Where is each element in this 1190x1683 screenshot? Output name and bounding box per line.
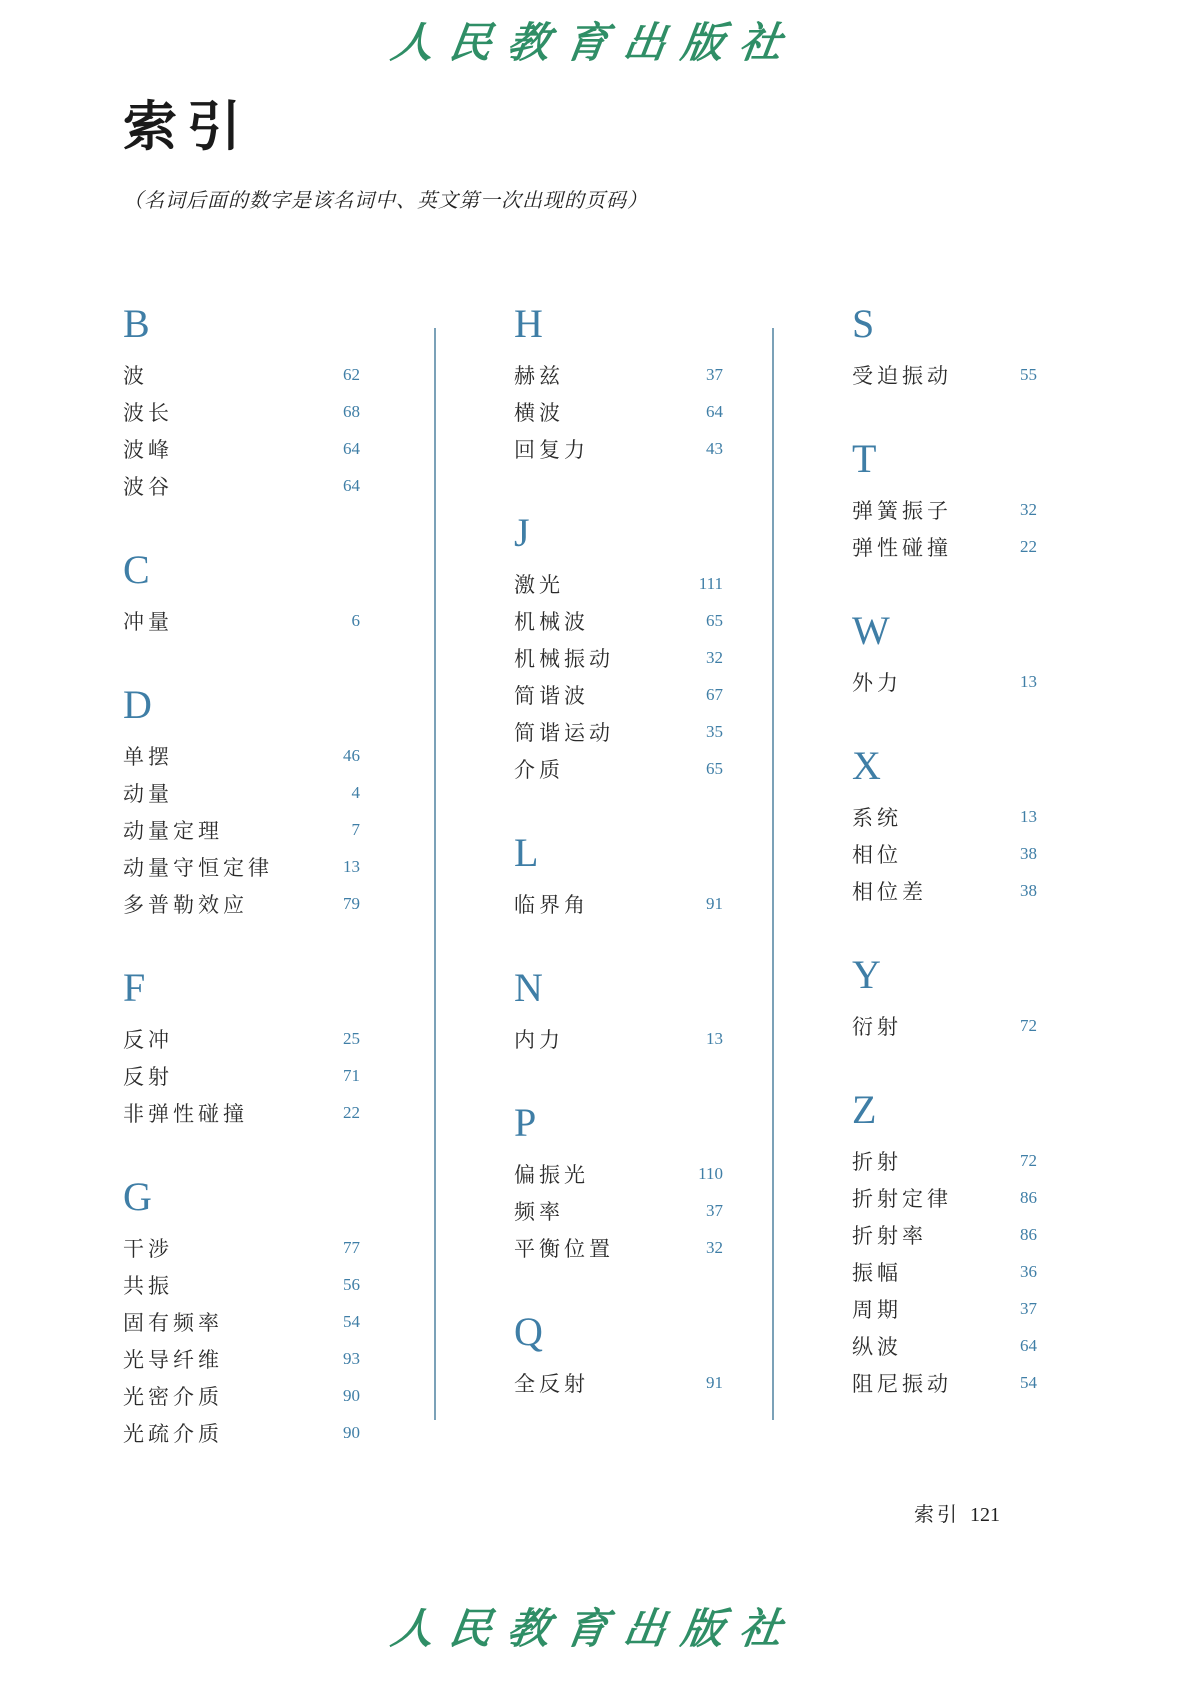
index-entry bbox=[852, 491, 1037, 528]
entry-page-number: 91 bbox=[706, 893, 723, 913]
index-entry bbox=[852, 528, 1037, 565]
entry-term: 干涉 bbox=[123, 1236, 173, 1261]
letter-heading: N bbox=[514, 965, 543, 1010]
index-entry bbox=[852, 1253, 1037, 1290]
entry-term: 非弹性碰撞 bbox=[123, 1101, 248, 1126]
entry-term: 全反射 bbox=[514, 1371, 589, 1396]
entry-term: 纵波 bbox=[852, 1334, 902, 1359]
index-entry bbox=[123, 467, 360, 504]
index-entry bbox=[514, 602, 723, 639]
column-divider-2 bbox=[772, 328, 774, 1420]
index-entry bbox=[123, 1377, 360, 1414]
entry-page-number: 7 bbox=[351, 819, 360, 839]
page-header bbox=[123, 96, 1103, 213]
index-grid bbox=[123, 300, 1103, 1451]
entry-term: 动量定理 bbox=[123, 818, 223, 843]
index-entry bbox=[123, 885, 360, 922]
letter-heading: G bbox=[123, 1174, 152, 1219]
letter-group bbox=[852, 300, 1103, 393]
entry-term: 相位 bbox=[852, 842, 902, 867]
index-entry bbox=[123, 1414, 360, 1451]
index-column-3 bbox=[812, 300, 1103, 1401]
index-entry bbox=[852, 798, 1037, 835]
letter-heading: Z bbox=[852, 1087, 877, 1132]
entry-term: 光导纤维 bbox=[123, 1347, 223, 1372]
publisher-logo-top: 人民教育出版社 bbox=[388, 21, 801, 67]
entry-page-number: 22 bbox=[1020, 536, 1037, 556]
entry-page-number: 32 bbox=[706, 1237, 723, 1257]
index-entry bbox=[123, 1229, 360, 1266]
entry-term: 弹簧振子 bbox=[852, 498, 952, 523]
entry-list bbox=[123, 356, 474, 504]
page-subtitle: （名词后面的数字是该名词中、英文第一次出现的页码） bbox=[123, 190, 648, 213]
index-entry bbox=[123, 848, 360, 885]
entry-term: 系统 bbox=[852, 805, 902, 830]
entry-term: 共振 bbox=[123, 1273, 173, 1298]
index-entry bbox=[852, 872, 1037, 909]
entry-term: 动量守恒定律 bbox=[123, 855, 273, 880]
entry-page-number: 79 bbox=[343, 893, 360, 913]
entry-list bbox=[123, 1020, 474, 1131]
entry-term: 波长 bbox=[123, 400, 173, 425]
entry-page-number: 43 bbox=[706, 438, 723, 458]
letter-group bbox=[514, 509, 812, 787]
entry-term: 介质 bbox=[514, 757, 564, 782]
letter-heading: Y bbox=[852, 952, 881, 997]
index-entry bbox=[852, 1364, 1037, 1401]
index-entry bbox=[123, 356, 360, 393]
entry-term: 弹性碰撞 bbox=[852, 535, 952, 560]
letter-heading: T bbox=[852, 436, 877, 481]
page-title: 索引 bbox=[123, 97, 251, 157]
entry-list bbox=[514, 1020, 812, 1057]
index-entry bbox=[123, 393, 360, 430]
entry-term: 固有频率 bbox=[123, 1310, 223, 1335]
entry-page-number: 13 bbox=[1020, 671, 1037, 691]
index-entry bbox=[852, 356, 1037, 393]
entry-term: 冲量 bbox=[123, 609, 173, 634]
entry-list bbox=[852, 798, 1103, 909]
entry-page-number: 110 bbox=[698, 1163, 723, 1183]
entry-term: 光疏介质 bbox=[123, 1421, 223, 1446]
index-entry bbox=[852, 835, 1037, 872]
entry-term: 折射 bbox=[852, 1149, 902, 1174]
index-entry bbox=[514, 750, 723, 787]
letter-heading: S bbox=[852, 301, 875, 346]
entry-page-number: 13 bbox=[706, 1028, 723, 1048]
entry-page-number: 37 bbox=[706, 1200, 723, 1220]
entry-page-number: 54 bbox=[343, 1311, 360, 1331]
entry-term: 相位差 bbox=[852, 879, 927, 904]
entry-page-number: 38 bbox=[1020, 843, 1037, 863]
entry-term: 波峰 bbox=[123, 437, 173, 462]
entry-term: 机械振动 bbox=[514, 646, 614, 671]
index-entry bbox=[123, 1266, 360, 1303]
entry-list bbox=[123, 737, 474, 922]
entry-term: 横波 bbox=[514, 400, 564, 425]
entry-page-number: 32 bbox=[706, 647, 723, 667]
entry-term: 反冲 bbox=[123, 1027, 173, 1052]
entry-page-number: 64 bbox=[343, 438, 360, 458]
index-entry bbox=[514, 393, 723, 430]
index-entry bbox=[514, 565, 723, 602]
letter-group bbox=[514, 1308, 812, 1401]
entry-page-number: 25 bbox=[343, 1028, 360, 1048]
entry-term: 受迫振动 bbox=[852, 363, 952, 388]
letter-heading: W bbox=[852, 608, 890, 653]
entry-term: 动量 bbox=[123, 781, 173, 806]
entry-term: 周期 bbox=[852, 1297, 902, 1322]
entry-page-number: 72 bbox=[1020, 1150, 1037, 1170]
index-entry bbox=[852, 1007, 1037, 1044]
letter-heading: H bbox=[514, 301, 543, 346]
entry-page-number: 55 bbox=[1020, 364, 1037, 384]
entry-term: 振幅 bbox=[852, 1260, 902, 1285]
entry-page-number: 72 bbox=[1020, 1015, 1037, 1035]
letter-group bbox=[852, 435, 1103, 565]
entry-page-number: 64 bbox=[1020, 1335, 1037, 1355]
index-entry bbox=[852, 663, 1037, 700]
entry-list bbox=[514, 356, 812, 467]
entry-term: 波 bbox=[123, 363, 148, 388]
letter-heading: L bbox=[514, 830, 539, 875]
letter-group bbox=[123, 546, 474, 639]
entry-term: 光密介质 bbox=[123, 1384, 223, 1409]
entry-page-number: 93 bbox=[343, 1348, 360, 1368]
letter-heading: X bbox=[852, 743, 881, 788]
entry-term: 机械波 bbox=[514, 609, 589, 634]
entry-page-number: 65 bbox=[706, 758, 723, 778]
letter-group bbox=[514, 300, 812, 467]
entry-term: 多普勒效应 bbox=[123, 892, 248, 917]
index-entry bbox=[852, 1327, 1037, 1364]
footer-page-number: 121 bbox=[970, 1504, 1000, 1526]
entry-page-number: 111 bbox=[698, 573, 723, 593]
entry-page-number: 38 bbox=[1020, 880, 1037, 900]
entry-page-number: 90 bbox=[343, 1422, 360, 1442]
index-entry bbox=[514, 356, 723, 393]
letter-heading: J bbox=[514, 510, 530, 555]
entry-list bbox=[123, 602, 474, 639]
entry-term: 反射 bbox=[123, 1064, 173, 1089]
entry-term: 单摆 bbox=[123, 744, 173, 769]
entry-term: 激光 bbox=[514, 572, 564, 597]
entry-list bbox=[514, 1155, 812, 1266]
index-entry bbox=[514, 885, 723, 922]
index-entry bbox=[123, 1340, 360, 1377]
entry-term: 波谷 bbox=[123, 474, 173, 499]
footer-label: 索引 bbox=[914, 1504, 960, 1526]
entry-page-number: 71 bbox=[343, 1065, 360, 1085]
letter-heading: C bbox=[123, 547, 150, 592]
letter-group bbox=[852, 1086, 1103, 1401]
letter-heading: D bbox=[123, 682, 152, 727]
entry-page-number: 35 bbox=[706, 721, 723, 741]
letter-group bbox=[123, 1173, 474, 1451]
entry-list bbox=[852, 1142, 1103, 1401]
index-entry bbox=[852, 1179, 1037, 1216]
entry-term: 阻尼振动 bbox=[852, 1371, 952, 1396]
entry-term: 赫兹 bbox=[514, 363, 564, 388]
entry-term: 频率 bbox=[514, 1199, 564, 1224]
index-entry bbox=[123, 602, 360, 639]
entry-term: 内力 bbox=[514, 1027, 564, 1052]
entry-page-number: 91 bbox=[706, 1372, 723, 1392]
index-entry bbox=[123, 1020, 360, 1057]
entry-page-number: 54 bbox=[1020, 1372, 1037, 1392]
letter-heading: Q bbox=[514, 1309, 543, 1354]
letter-group bbox=[123, 681, 474, 922]
entry-page-number: 86 bbox=[1020, 1187, 1037, 1207]
entry-page-number: 32 bbox=[1020, 499, 1037, 519]
index-entry bbox=[123, 737, 360, 774]
entry-term: 简谐运动 bbox=[514, 720, 614, 745]
entry-term: 临界角 bbox=[514, 892, 589, 917]
entry-page-number: 64 bbox=[343, 475, 360, 495]
index-column-1 bbox=[123, 300, 474, 1451]
letter-group bbox=[514, 829, 812, 922]
index-entry bbox=[123, 774, 360, 811]
index-entry bbox=[123, 811, 360, 848]
index-entry bbox=[514, 1020, 723, 1057]
entry-list bbox=[852, 491, 1103, 565]
index-entry bbox=[514, 713, 723, 750]
letter-group bbox=[514, 1099, 812, 1266]
entry-page-number: 56 bbox=[343, 1274, 360, 1294]
index-entry bbox=[514, 1364, 723, 1401]
entry-page-number: 4 bbox=[351, 782, 360, 802]
index-entry bbox=[514, 676, 723, 713]
entry-list bbox=[123, 1229, 474, 1451]
entry-page-number: 22 bbox=[343, 1102, 360, 1122]
entry-page-number: 65 bbox=[706, 610, 723, 630]
index-entry bbox=[852, 1290, 1037, 1327]
entry-page-number: 37 bbox=[1020, 1298, 1037, 1318]
index-entry bbox=[514, 1229, 723, 1266]
index-entry bbox=[514, 430, 723, 467]
entry-term: 简谐波 bbox=[514, 683, 589, 708]
entry-term: 外力 bbox=[852, 670, 902, 695]
entry-term: 回复力 bbox=[514, 437, 589, 462]
entry-page-number: 68 bbox=[343, 401, 360, 421]
entry-term: 平衡位置 bbox=[514, 1236, 614, 1261]
entry-list bbox=[852, 356, 1103, 393]
index-entry bbox=[514, 639, 723, 676]
index-entry bbox=[514, 1192, 723, 1229]
entry-term: 衍射 bbox=[852, 1014, 902, 1039]
index-entry bbox=[123, 1057, 360, 1094]
index-column-2 bbox=[474, 300, 812, 1401]
index-entry bbox=[123, 1094, 360, 1131]
index-entry bbox=[123, 1303, 360, 1340]
letter-group bbox=[514, 964, 812, 1057]
letter-group bbox=[123, 964, 474, 1131]
letter-group bbox=[852, 742, 1103, 909]
entry-page-number: 64 bbox=[706, 401, 723, 421]
entry-list bbox=[852, 1007, 1103, 1044]
entry-page-number: 86 bbox=[1020, 1224, 1037, 1244]
letter-heading: P bbox=[514, 1100, 537, 1145]
entry-page-number: 13 bbox=[1020, 806, 1037, 826]
index-entry bbox=[852, 1142, 1037, 1179]
entry-list bbox=[514, 885, 812, 922]
entry-page-number: 37 bbox=[706, 364, 723, 384]
publisher-logo-bottom: 人民教育出版社 bbox=[388, 1607, 801, 1653]
index-entry bbox=[514, 1155, 723, 1192]
entry-term: 偏振光 bbox=[514, 1162, 589, 1187]
entry-list bbox=[514, 1364, 812, 1401]
letter-heading: B bbox=[123, 301, 150, 346]
entry-page-number: 46 bbox=[343, 745, 360, 765]
column-divider-1 bbox=[434, 328, 436, 1420]
index-entry bbox=[852, 1216, 1037, 1253]
entry-page-number: 13 bbox=[343, 856, 360, 876]
entry-page-number: 90 bbox=[343, 1385, 360, 1405]
entry-page-number: 77 bbox=[343, 1237, 360, 1257]
letter-group bbox=[852, 951, 1103, 1044]
page-footer bbox=[914, 1498, 1000, 1527]
entry-page-number: 36 bbox=[1020, 1261, 1037, 1281]
index-entry bbox=[123, 430, 360, 467]
entry-term: 折射率 bbox=[852, 1223, 927, 1248]
entry-page-number: 6 bbox=[351, 610, 360, 630]
entry-page-number: 62 bbox=[343, 364, 360, 384]
letter-group bbox=[852, 607, 1103, 700]
letter-heading: F bbox=[123, 965, 146, 1010]
entry-list bbox=[514, 565, 812, 787]
entry-page-number: 67 bbox=[706, 684, 723, 704]
entry-term: 折射定律 bbox=[852, 1186, 952, 1211]
entry-list bbox=[852, 663, 1103, 700]
letter-group bbox=[123, 300, 474, 504]
